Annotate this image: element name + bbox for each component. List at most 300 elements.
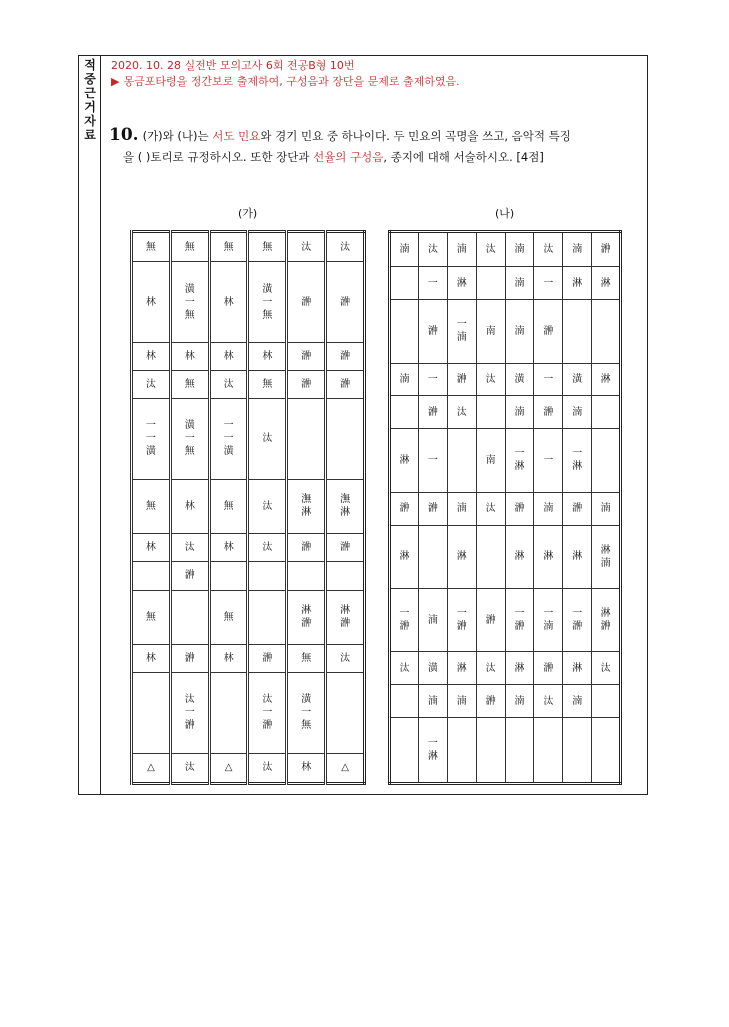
- note-text: 一: [543, 277, 554, 289]
- note-text: 無: [184, 241, 195, 253]
- note-text: 無: [145, 241, 156, 253]
- grid-cell: [248, 232, 287, 262]
- note-text: 湳: [514, 325, 525, 337]
- jeongganbo-table-na: [388, 230, 622, 785]
- grid-cell: [209, 590, 248, 644]
- note-text: 㴢: [301, 379, 312, 391]
- grid-cell: [505, 429, 534, 492]
- grid-cell: [447, 588, 476, 651]
- grid-cell: [418, 525, 447, 588]
- grid-row: [132, 590, 365, 644]
- grid-cell: [390, 492, 419, 525]
- grid-cell: [447, 267, 476, 300]
- grid-cell: [534, 588, 563, 651]
- note-text: 㴢: [301, 350, 312, 362]
- grid-cell: [418, 429, 447, 492]
- grid-cell: [534, 525, 563, 588]
- header-note-text: 몽금포타령을 정간보로 출제하여, 구성음과 장단을 문제로 출제하였음.: [123, 75, 460, 88]
- grid-cell: [170, 342, 209, 370]
- grid-cell: [132, 562, 171, 590]
- grid-cell: [248, 262, 287, 343]
- note-text: 淋: [543, 551, 554, 563]
- grid-cell: [505, 588, 534, 651]
- grid-cell: [209, 644, 248, 672]
- grid-cell: [447, 652, 476, 685]
- grid-cell: [592, 363, 621, 396]
- grid-cell: [287, 479, 326, 533]
- note-text: 汰: [485, 503, 496, 515]
- note-text: △: [341, 762, 349, 774]
- note-text: 㴢: [301, 542, 312, 554]
- grid-cell: [170, 590, 209, 644]
- note-text: 㴢: [340, 350, 351, 362]
- grid-cell: [209, 371, 248, 399]
- grid-row: [390, 267, 621, 300]
- grid-cell: [326, 644, 365, 672]
- note-text: 潢: [427, 662, 438, 674]
- note-text: 一 淋: [572, 448, 583, 473]
- jeongganbo-table-ga: [130, 230, 366, 785]
- grid-cell: [132, 371, 171, 399]
- grid-cell: [132, 399, 171, 480]
- grid-cell: [505, 525, 534, 588]
- note-text: 㴢: [340, 296, 351, 308]
- grid-cell: [390, 363, 419, 396]
- grid-cell: [390, 396, 419, 429]
- grid-cell: [476, 267, 505, 300]
- grid-cell: [326, 399, 365, 480]
- grid-cell: [563, 396, 592, 429]
- note-text: 汰: [262, 762, 273, 774]
- note-text: 汰: [340, 653, 351, 665]
- grid-cell: [534, 652, 563, 685]
- grid-cell: [287, 232, 326, 262]
- note-text: 潢: [572, 373, 583, 385]
- grid-cell: [390, 718, 419, 784]
- grid-cell: [447, 396, 476, 429]
- note-text: 淋: [600, 373, 611, 385]
- question-text-part: 을 ( )토리로 규정하시오. 또한 장단과: [123, 150, 314, 164]
- note-text: 㴢: [485, 614, 496, 626]
- grid-cell: [418, 652, 447, 685]
- grid-cell: [534, 718, 563, 784]
- note-text: 汰: [485, 373, 496, 385]
- note-text: 無: [145, 611, 156, 623]
- grid-cell: [170, 673, 209, 754]
- note-text: 㴢: [543, 325, 554, 337]
- grid-cell: [505, 685, 534, 718]
- note-text: 林: [145, 542, 156, 554]
- side-label-char: 근: [84, 86, 96, 100]
- grid-cell: [592, 588, 621, 651]
- note-text: 一 㴢: [572, 608, 583, 633]
- grid-cell: [592, 652, 621, 685]
- grid-cell: [287, 534, 326, 562]
- grid-cell: [592, 492, 621, 525]
- grid-cell: [447, 429, 476, 492]
- question-number: 10.: [109, 125, 139, 145]
- note-text: 一 淋: [514, 448, 525, 473]
- note-text: 一: [543, 373, 554, 385]
- grid-cell: [505, 267, 534, 300]
- note-text: 林: [223, 653, 234, 665]
- grid-cell: [534, 267, 563, 300]
- grid-cell: [209, 673, 248, 754]
- grid-row: [132, 673, 365, 754]
- grid-cell: [170, 479, 209, 533]
- question-text-part: (가)와 (나)는: [142, 129, 213, 143]
- grid-row: [132, 644, 365, 672]
- note-text: 汰: [543, 695, 554, 707]
- grid-cell: [476, 396, 505, 429]
- grid-cell: [563, 492, 592, 525]
- note-text: 汰: [262, 433, 273, 445]
- grid-cell: [287, 562, 326, 590]
- note-text: 㴢: [262, 653, 273, 665]
- grid-cell: [418, 685, 447, 718]
- grid-cell: [534, 429, 563, 492]
- grid-cell: [447, 363, 476, 396]
- grid-cell: [248, 562, 287, 590]
- grid-cell: [534, 685, 563, 718]
- grid-cell: [563, 588, 592, 651]
- grid-row: [132, 371, 365, 399]
- grid-cell: [390, 588, 419, 651]
- grid-cell: [563, 718, 592, 784]
- grid-cell: [534, 232, 563, 267]
- side-label-char: 적: [84, 58, 96, 72]
- grid-cell: [390, 429, 419, 492]
- grid-cell: [287, 590, 326, 644]
- note-text: 湳: [456, 503, 467, 515]
- note-text: 汰: [340, 241, 351, 253]
- note-text: 一 㴢: [456, 608, 467, 633]
- grid-cell: [287, 262, 326, 343]
- grid-cell: [592, 267, 621, 300]
- note-text: 無: [145, 500, 156, 512]
- grid-cell: [132, 590, 171, 644]
- note-text: 汰: [223, 379, 234, 391]
- grid-cell: [476, 588, 505, 651]
- grid-cell: [326, 479, 365, 533]
- note-text: 淋: [514, 662, 525, 674]
- grid-cell: [447, 492, 476, 525]
- note-text: 湳: [514, 277, 525, 289]
- grid-cell: [248, 753, 287, 783]
- header-exam-info: 2020. 10. 28 실전반 모의고사 6회 전공B형 10번: [111, 59, 355, 72]
- grid-row: [390, 685, 621, 718]
- grid-cell: [170, 753, 209, 783]
- grid-cell: [326, 371, 365, 399]
- note-text: 湳: [399, 373, 410, 385]
- grid-cell: [209, 562, 248, 590]
- grid-cell: [563, 685, 592, 718]
- grid-cell: [170, 262, 209, 343]
- note-text: 淋: [600, 277, 611, 289]
- grid-cell: [209, 232, 248, 262]
- note-text: 一 一 潢: [145, 420, 156, 458]
- grid-cell: [592, 429, 621, 492]
- note-text: 湳: [514, 406, 525, 418]
- grid-cell: [505, 492, 534, 525]
- grid-cell: [476, 652, 505, 685]
- question-line-1: [109, 124, 649, 146]
- grid-cell: [505, 652, 534, 685]
- grid-cell: [592, 525, 621, 588]
- table-na-label: (나): [495, 207, 515, 220]
- note-text: 㴢: [427, 406, 438, 418]
- note-text: 林: [262, 350, 273, 362]
- grid-cell: [418, 232, 447, 267]
- note-text: 潕 淋: [340, 494, 351, 519]
- note-text: 㴢: [485, 695, 496, 707]
- grid-row: [132, 232, 365, 262]
- note-text: 湳: [514, 695, 525, 707]
- header-box: [101, 56, 647, 94]
- note-text: 潢 一 無: [184, 283, 195, 321]
- grid-cell: [132, 262, 171, 343]
- grid-cell: [418, 718, 447, 784]
- grid-cell: [534, 300, 563, 363]
- grid-cell: [326, 590, 365, 644]
- grid-cell: [248, 399, 287, 480]
- grid-cell: [418, 300, 447, 363]
- grid-row: [132, 479, 365, 533]
- note-text: 湳: [600, 503, 611, 515]
- note-text: 林: [223, 296, 234, 308]
- note-text: 一 湳: [456, 319, 467, 344]
- grid-cell: [592, 685, 621, 718]
- note-text: 林: [145, 296, 156, 308]
- grid-cell: [476, 300, 505, 363]
- grid-row: [132, 399, 365, 480]
- note-text: 淋 㴢: [600, 608, 611, 633]
- grid-cell: [418, 267, 447, 300]
- grid-cell: [209, 753, 248, 783]
- side-column: [79, 56, 101, 794]
- question-block: [109, 124, 649, 168]
- grid-cell: [132, 534, 171, 562]
- note-text: 潢 一 無: [184, 420, 195, 458]
- grid-cell: [209, 479, 248, 533]
- note-text: 淋: [399, 551, 410, 563]
- note-text: 一: [543, 454, 554, 466]
- note-text: 潕 淋: [301, 494, 312, 519]
- grid-cell: [418, 363, 447, 396]
- note-text: 湳: [427, 695, 438, 707]
- note-text: 湳: [543, 503, 554, 515]
- note-text: 淋 㴢: [301, 605, 312, 630]
- note-text: 㴢: [399, 503, 410, 515]
- grid-cell: [592, 232, 621, 267]
- grid-row: [132, 534, 365, 562]
- note-text: △: [147, 762, 155, 774]
- grid-cell: [505, 396, 534, 429]
- side-label-char: 료: [84, 128, 96, 142]
- grid-cell: [534, 363, 563, 396]
- grid-cell: [476, 429, 505, 492]
- grid-cell: [390, 267, 419, 300]
- grid-cell: [563, 429, 592, 492]
- grid-cell: [326, 262, 365, 343]
- question-text-part: 와 경기 민요 중 하나이다. 두 민요의 곡명을 쓰고, 음악적 특징: [260, 129, 571, 143]
- note-text: 一: [427, 454, 438, 466]
- grid-cell: [287, 342, 326, 370]
- note-text: 湳: [572, 244, 583, 256]
- grid-cell: [170, 534, 209, 562]
- note-text: 㴢: [600, 244, 611, 256]
- grid-cell: [248, 534, 287, 562]
- note-text: 湳: [572, 695, 583, 707]
- grid-cell: [170, 232, 209, 262]
- grid-cell: [248, 673, 287, 754]
- grid-cell: [248, 479, 287, 533]
- grid-cell: [132, 644, 171, 672]
- table-ga-label: (가): [238, 207, 258, 220]
- note-text: 汰: [262, 500, 273, 512]
- grid-cell: [209, 399, 248, 480]
- note-text: 㴢: [572, 503, 583, 515]
- note-text: 㴢: [427, 325, 438, 337]
- note-text: 一: [427, 373, 438, 385]
- grid-cell: [505, 232, 534, 267]
- grid-cell: [248, 590, 287, 644]
- note-text: 㴢: [543, 406, 554, 418]
- grid-cell: [132, 342, 171, 370]
- note-text: 㴢: [184, 570, 195, 582]
- grid-cell: [287, 371, 326, 399]
- grid-cell: [326, 562, 365, 590]
- note-text: 㴢: [301, 296, 312, 308]
- side-label-char: 중: [84, 72, 96, 86]
- grid-cell: [326, 753, 365, 783]
- note-text: 無: [262, 379, 273, 391]
- grid-cell: [132, 232, 171, 262]
- note-text: 湳: [427, 614, 438, 626]
- grid-row: [390, 363, 621, 396]
- question-highlight-tones: 선율의 구성음: [313, 150, 384, 164]
- grid-cell: [476, 718, 505, 784]
- note-text: 㴢: [543, 662, 554, 674]
- grid-cell: [390, 685, 419, 718]
- side-label-char: 거: [84, 100, 96, 114]
- note-text: 林: [145, 350, 156, 362]
- grid-cell: [209, 342, 248, 370]
- note-text: 淋 湳: [600, 544, 611, 569]
- note-text: 湳: [399, 244, 410, 256]
- grid-cell: [287, 753, 326, 783]
- note-text: 一: [427, 277, 438, 289]
- grid-row: [390, 588, 621, 651]
- note-text: △: [224, 762, 233, 774]
- grid-cell: [418, 396, 447, 429]
- grid-cell: [170, 399, 209, 480]
- grid-cell: [447, 232, 476, 267]
- note-text: 汰: [600, 662, 611, 674]
- grid-row: [132, 262, 365, 343]
- grid-cell: [476, 492, 505, 525]
- grid-cell: [534, 492, 563, 525]
- note-text: 淋: [456, 662, 467, 674]
- grid-cell: [287, 673, 326, 754]
- grid-cell: [563, 652, 592, 685]
- triangle-marker-icon: ▶: [111, 75, 120, 88]
- grid-cell: [287, 399, 326, 480]
- note-text: 㴢: [340, 379, 351, 391]
- grid-cell: [592, 396, 621, 429]
- note-text: 淋: [456, 277, 467, 289]
- note-text: 淋: [399, 454, 410, 466]
- note-text: 無: [301, 653, 312, 665]
- note-text: 無: [184, 379, 195, 391]
- grid-row: [390, 232, 621, 267]
- note-text: 無: [223, 611, 234, 623]
- note-text: 林: [145, 653, 156, 665]
- grid-row: [390, 718, 621, 784]
- note-text: 湳: [456, 244, 467, 256]
- grid-row: [132, 562, 365, 590]
- note-text: 一 淋: [427, 738, 438, 763]
- grid-cell: [248, 342, 287, 370]
- grid-cell: [248, 371, 287, 399]
- grid-cell: [170, 562, 209, 590]
- side-label-char: 자: [84, 114, 96, 128]
- note-text: 一 㴢: [399, 608, 410, 633]
- grid-cell: [476, 363, 505, 396]
- grid-cell: [563, 232, 592, 267]
- grid-cell: [170, 644, 209, 672]
- grid-cell: [505, 718, 534, 784]
- grid-cell: [390, 300, 419, 363]
- grid-cell: [476, 525, 505, 588]
- grid-cell: [248, 644, 287, 672]
- note-text: 汰: [485, 662, 496, 674]
- grid-cell: [209, 262, 248, 343]
- note-text: 淋 㴢: [340, 605, 351, 630]
- note-text: 潢 一 無: [262, 283, 273, 321]
- grid-cell: [390, 232, 419, 267]
- note-text: 淋: [514, 551, 525, 563]
- header-note: [111, 74, 647, 90]
- note-text: 無: [223, 500, 234, 512]
- grid-cell: [132, 479, 171, 533]
- note-text: 汰: [485, 244, 496, 256]
- note-text: 湳: [514, 244, 525, 256]
- note-text: 㴢: [456, 373, 467, 385]
- grid-cell: [132, 673, 171, 754]
- grid-row: [390, 396, 621, 429]
- note-text: 淋: [572, 277, 583, 289]
- grid-cell: [534, 396, 563, 429]
- grid-cell: [326, 673, 365, 754]
- grid-cell: [563, 363, 592, 396]
- note-text: 南: [485, 325, 496, 337]
- note-text: 林: [223, 350, 234, 362]
- note-text: 林: [184, 350, 195, 362]
- grid-cell: [418, 588, 447, 651]
- question-line-2: [109, 146, 649, 168]
- note-text: 潢: [514, 373, 525, 385]
- note-text: 汰: [427, 244, 438, 256]
- note-text: 淋: [572, 551, 583, 563]
- grid-cell: [326, 232, 365, 262]
- grid-cell: [505, 363, 534, 396]
- grid-cell: [447, 525, 476, 588]
- grid-cell: [418, 492, 447, 525]
- grid-row: [390, 429, 621, 492]
- note-text: 㴢: [514, 503, 525, 515]
- grid-row: [132, 753, 365, 783]
